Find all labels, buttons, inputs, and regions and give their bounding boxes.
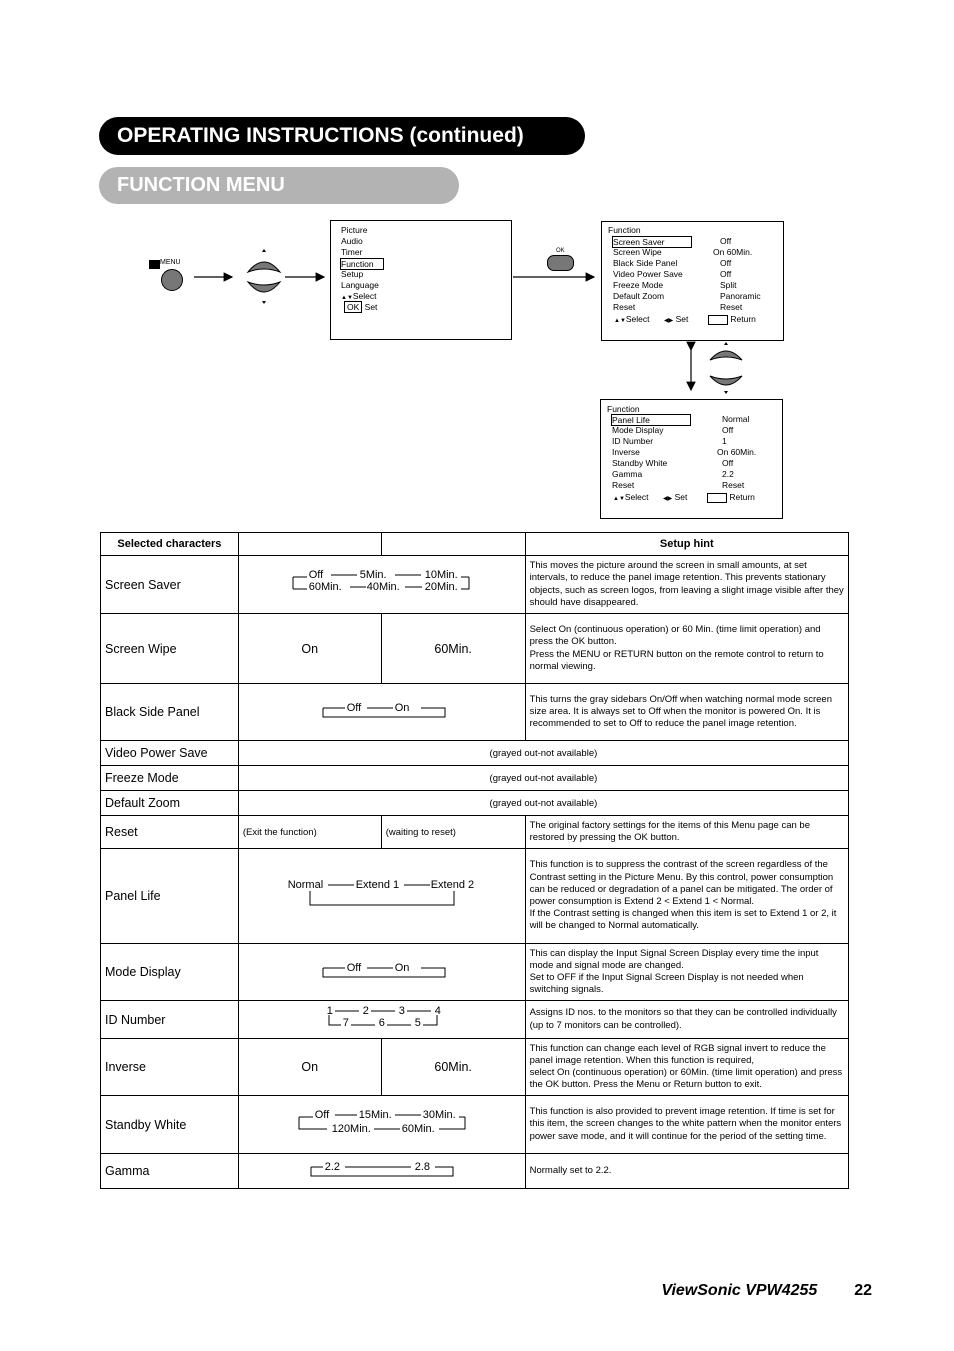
reset-exit: (Exit the function) [238, 816, 381, 849]
option-2-2: 2.2 [324, 1160, 340, 1173]
setup-hint: This function is also provided to prevent image retention. If time is set for this item, the screen changes to the white pattern when the monitor enters power save mode, and it will continue for the period of the setting time. [525, 1096, 848, 1154]
return-key-icon [708, 315, 728, 325]
up-down-icon: ▲▼ [613, 496, 625, 502]
setup-hint: This moves the picture around the screen in small amounts, at set intervals, to reduce the panel image retention. This prevents stationary objects, such as screen logos, from leaving a slight image visible after they should have disappeared. [525, 556, 848, 614]
row-label: Screen Wipe [101, 614, 239, 684]
menu-item-audio[interactable]: Audio [341, 236, 363, 246]
row-label: Panel Life [101, 849, 239, 944]
option: 15Min. [358, 1109, 392, 1121]
select-label: Select [352, 291, 377, 301]
screen-saver-cycle [238, 556, 525, 614]
section-title: FUNCTION MENU [99, 167, 459, 204]
osd-row-value: Reset [720, 302, 743, 312]
table-row [101, 816, 849, 849]
main-menu-osd [330, 220, 512, 340]
table-header-row [101, 533, 849, 556]
option: 6 [378, 1017, 385, 1029]
osd-title: Function [608, 225, 641, 235]
option: 2 [362, 1005, 369, 1017]
select-hint: ▲▼Select [613, 492, 649, 502]
osd-row-label[interactable]: Screen Saver [612, 236, 692, 248]
select-hint: ▲▼Select [614, 314, 650, 324]
option-on: On [394, 701, 410, 714]
panel-life-cycle [238, 849, 525, 944]
set-hint: ◀▶ Set [664, 314, 689, 324]
setup-hint: This function can change each level of RGB signal invert to reduce the panel image retention. When this function is required, select On (continuous operation) or 60Min. (time limit operation) and press the OK button. Press the Menu or Return button to exit. [525, 1039, 848, 1096]
option: 5 [414, 1017, 421, 1029]
osd-row-value: Reset [722, 480, 745, 490]
toggle-cycle [238, 944, 525, 1001]
header-setup-hint: Setup hint [525, 533, 848, 556]
osd-row-label[interactable]: Inverse [612, 447, 640, 457]
menu-item-language[interactable]: Language [341, 280, 379, 290]
table-row [101, 1039, 849, 1096]
cycle-arrows [317, 1005, 447, 1031]
up-down-icon: ▲▼ [341, 295, 353, 301]
row-label: ID Number [101, 1001, 239, 1039]
option: 30Min. [422, 1109, 456, 1121]
setup-hint: Assigns ID nos. to the monitors so that they can be controlled individually (up to 7 monitors can be controlled). [525, 1001, 848, 1039]
osd-row-label[interactable]: Freeze Mode [613, 280, 664, 290]
page-footer [661, 1282, 872, 1300]
unavailable-note: (grayed out-not available) [238, 791, 848, 816]
cycle-arrows [287, 569, 477, 597]
brand-model: ViewSonic VPW4255 [661, 1282, 818, 1299]
osd-row-label[interactable]: ID Number [612, 436, 654, 446]
osd-row-label[interactable]: Black Side Panel [613, 258, 678, 268]
cycle-arrows [317, 962, 447, 980]
option: 40Min. [366, 581, 400, 593]
option: 60Min. [308, 581, 342, 593]
option: 4 [434, 1005, 441, 1017]
osd-row-label[interactable]: Reset [613, 302, 636, 312]
function-menu-page2 [600, 399, 783, 519]
up-down-icon: ▲▼ [614, 318, 626, 324]
option: 5Min. [359, 569, 387, 581]
option-on: On [238, 614, 381, 684]
row-label: Standby White [101, 1096, 239, 1154]
table-row [101, 684, 849, 741]
option: 3 [398, 1005, 405, 1017]
header-blank-2 [381, 533, 525, 556]
gamma-cycle [238, 1154, 525, 1189]
menu-button[interactable] [161, 269, 183, 291]
left-right-icon: ◀▶ [664, 318, 674, 324]
osd-row-value: 1 [722, 436, 727, 446]
osd-row-label[interactable]: Standby White [612, 458, 668, 468]
menu-button-label: MENU [160, 259, 181, 266]
setup-hint: The original factory settings for the items of this Menu page can be restored by pressing the OK button. [525, 816, 848, 849]
table-row [101, 944, 849, 1001]
row-label: Mode Display [101, 944, 239, 1001]
cycle-arrows [287, 1109, 477, 1137]
cycle-arrows [317, 702, 447, 720]
osd-row-value: 2.2 [722, 469, 734, 479]
osd-row-label[interactable]: Video Power Save [613, 269, 683, 279]
option: 60Min. [401, 1123, 435, 1135]
option-on: On [394, 961, 410, 974]
table-row [101, 1154, 849, 1189]
osd-row-label[interactable]: Reset [612, 480, 635, 490]
header-selected-characters: Selected characters [101, 533, 239, 556]
menu-item-setup[interactable]: Setup [341, 269, 364, 279]
option: 1 [326, 1005, 333, 1017]
option: 7 [342, 1017, 349, 1029]
row-label: Inverse [101, 1039, 239, 1096]
row-label: Screen Saver [101, 556, 239, 614]
table-row [101, 1096, 849, 1154]
option-60min: 60Min. [381, 614, 525, 684]
osd-row-label[interactable]: Gamma [612, 469, 643, 479]
option-off: Off [346, 701, 362, 714]
unavailable-note: (grayed out-not available) [238, 741, 848, 766]
table-row [101, 741, 849, 766]
osd-row-value: On 60Min. [717, 447, 757, 457]
osd-row-value: Normal [722, 414, 750, 424]
row-label: Black Side Panel [101, 684, 239, 741]
option: Off [314, 1109, 330, 1121]
osd-row-value: Off [720, 236, 732, 246]
row-label: Video Power Save [101, 741, 239, 766]
osd-title: Function [607, 404, 640, 414]
option-60min: 60Min. [381, 1039, 525, 1096]
menu-item-function[interactable]: Function [340, 258, 384, 270]
set-hint: ◀▶ Set [663, 492, 688, 502]
option: 120Min. [331, 1123, 371, 1135]
standby-white-cycle [238, 1096, 525, 1154]
setup-hint: This function is to suppress the contrast of the screen regardless of the Contrast setting in the Picture Menu. By this control, power consumption can be reduced or degradation of a panel can be mitigated. The order of power consumption is Extend 2 < Extend 1 < Normal. If the Contrast setting is changed when this item is set to Extend 1 or 2, it will be changed to Normal automatically. [525, 849, 848, 944]
toggle-cycle [238, 684, 525, 741]
ok-key-box: OK [344, 301, 362, 313]
option: Extend 1 [355, 878, 400, 891]
table-row [101, 556, 849, 614]
menu-item-timer[interactable]: Timer [341, 247, 363, 257]
table-row [101, 766, 849, 791]
return-key-icon [707, 493, 727, 503]
cycle-arrows [307, 1161, 457, 1179]
set-label: Set [364, 302, 378, 312]
function-menu-page1 [601, 221, 784, 341]
osd-row-value: Panoramic [720, 291, 761, 301]
osd-row-label[interactable]: Screen Wipe [613, 247, 662, 257]
osd-row-value: Off [722, 458, 734, 468]
osd-row-value: Off [722, 425, 734, 435]
set-hint [344, 302, 377, 313]
cycle-arrows [282, 879, 482, 911]
osd-row-value: Split [720, 280, 737, 290]
table-row [101, 791, 849, 816]
table-row [101, 614, 849, 684]
option: Extend 2 [430, 878, 475, 891]
option: Off [308, 569, 324, 581]
page-title: OPERATING INSTRUCTIONS (continued) [99, 117, 585, 155]
return-hint: Return [707, 492, 755, 503]
row-label: Default Zoom [101, 791, 239, 816]
option: Normal [287, 878, 324, 891]
osd-row-label[interactable]: Default Zoom [613, 291, 665, 301]
osd-row-value: Off [720, 269, 732, 279]
osd-row-value: On 60Min. [713, 247, 753, 257]
ok-button[interactable] [547, 255, 574, 271]
osd-row-label[interactable]: Mode Display [612, 425, 664, 435]
reset-waiting: (waiting to reset) [381, 816, 525, 849]
table-row [101, 1001, 849, 1039]
ok-button-label: OK [556, 248, 565, 254]
unavailable-note: (grayed out-not available) [238, 766, 848, 791]
option: 20Min. [424, 581, 458, 593]
page-number: 22 [854, 1282, 872, 1299]
menu-key-icon [149, 260, 160, 269]
table-row [101, 849, 849, 944]
option-on: On [238, 1039, 381, 1096]
osd-row-label[interactable]: Panel Life [611, 414, 691, 426]
left-right-icon: ◀▶ [663, 496, 673, 502]
row-label: Gamma [101, 1154, 239, 1189]
setup-hint: Select On (continuous operation) or 60 Min. (time limit operation) and press the OK button. Press the MENU or RETURN button on the remote control to return to normal viewing. [525, 614, 848, 684]
id-number-cycle [238, 1001, 525, 1039]
function-settings-table [100, 532, 849, 1189]
row-label: Reset [101, 816, 239, 849]
osd-row-value: Off [720, 258, 732, 268]
option-2-8: 2.8 [414, 1160, 430, 1173]
option: 10Min. [424, 569, 458, 581]
setup-hint: This turns the gray sidebars On/Off when watching normal mode screen size area. It is always set to Off when the monitor is powered On. It is recommended to set to Off to reduce the panel image retention. [525, 684, 848, 741]
header-blank-1 [238, 533, 381, 556]
option-off: Off [346, 961, 362, 974]
row-label: Freeze Mode [101, 766, 239, 791]
setup-hint: This can display the Input Signal Screen Display every time the input mode and signal mode are changed. Set to OFF if the Input Signal Screen Display is not needed when switching signals. [525, 944, 848, 1001]
setup-hint: Normally set to 2.2. [525, 1154, 848, 1189]
menu-item-picture[interactable]: Picture [341, 225, 368, 235]
return-hint: Return [708, 314, 756, 325]
